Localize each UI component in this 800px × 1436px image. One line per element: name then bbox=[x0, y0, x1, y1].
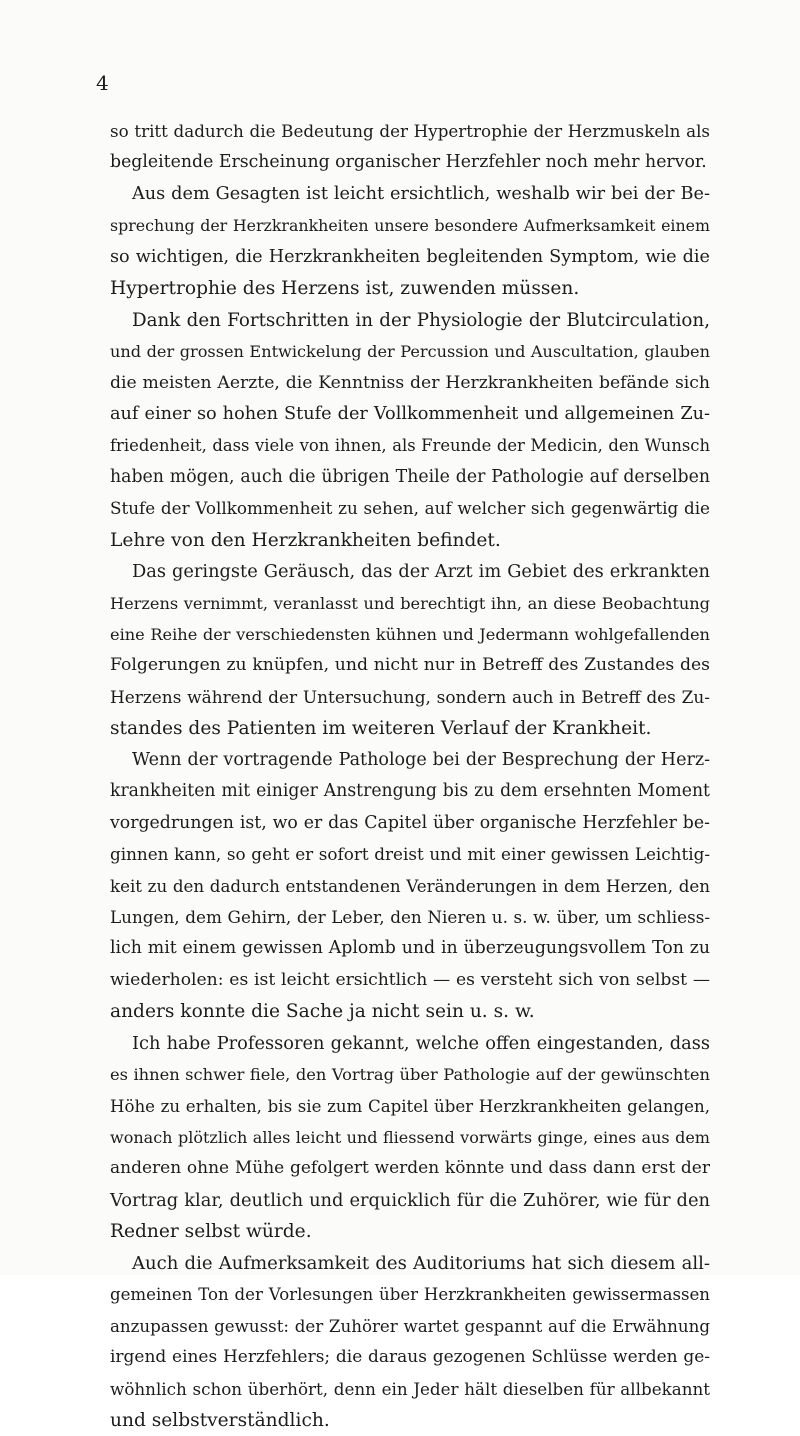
text-line: eine Reihe der verschiedensten kühnen und Jedermann wohlgefallenden bbox=[110, 625, 710, 644]
text-line: Herzens vernimmt, veranlasst und berechtigt ihn, an diese Beobachtung bbox=[110, 593, 710, 613]
text-line: anders konnte die Sache ja nicht sein u. s. w. bbox=[110, 1001, 535, 1023]
text-line: begleitende Erscheinung organischer Herzfehler noch mehr hervor. bbox=[110, 152, 707, 173]
text-line: Ich habe Professoren gekannt, welche offen eingestanden, dass bbox=[132, 1032, 710, 1054]
text-line: Hypertrophie des Herzens ist, zuwenden müssen. bbox=[110, 278, 580, 300]
text-line: Das geringste Geräusch, das der Arzt im Gebiet des erkrankten bbox=[132, 561, 710, 583]
text-line: es ihnen schwer fiele, den Vortrag über Pathologie auf der gewünschten bbox=[110, 1065, 710, 1085]
text-line: Vortrag klar, deutlich und erquicklich für die Zuhörer, wie für den bbox=[110, 1189, 710, 1211]
body-text bbox=[110, 116, 710, 1436]
text-line: irgend eines Herzfehlers; die daraus gezogenen Schlüsse werden ge- bbox=[110, 1347, 710, 1368]
text-line: Herzens während der Untersuchung, sondern auch in Betreff des Zu- bbox=[110, 686, 710, 707]
text-line: Dank den Fortschritten in der Physiologie der Blutcirculation, bbox=[132, 309, 710, 331]
page-number: 4 bbox=[96, 71, 109, 95]
text-line: ginnen kann, so geht er sofort dreist und mit einer gewissen Leichtig- bbox=[110, 844, 710, 865]
text-line: Auch die Aufmerksamkeit des Auditoriums hat sich diesem all- bbox=[132, 1252, 710, 1274]
text-line: keit zu den dadurch entstandenen Veränderungen in dem Herzen, den bbox=[110, 876, 710, 896]
text-line: und der grossen Entwickelung der Percussion und Auscultation, glauben bbox=[110, 342, 710, 362]
text-line: krankheiten mit einiger Anstrengung bis zu dem ersehnten Moment bbox=[110, 781, 710, 802]
text-line: friedenheit, dass viele von ihnen, als Freunde der Medicin, den Wunsch bbox=[110, 436, 710, 456]
text-line: wiederholen: es ist leicht ersichtlich — es versteht sich von selbst — bbox=[110, 969, 710, 990]
text-line: Lehre von den Herzkrankheiten befindet. bbox=[110, 529, 501, 551]
text-line: Wenn der vortragende Pathologe bei der Besprechung der Herz- bbox=[132, 749, 710, 770]
text-line: Aus dem Gesagten ist leicht ersichtlich, weshalb wir bei der Be- bbox=[132, 183, 710, 204]
text-line: wonach plötzlich alles leicht und fliessend vorwärts ginge, eines aus dem bbox=[110, 1128, 710, 1147]
text-line: und selbstverständlich. bbox=[110, 1409, 330, 1431]
text-line: gemeinen Ton der Vorlesungen über Herzkrankheiten gewissermassen bbox=[110, 1285, 710, 1305]
text-line: vorgedrungen ist, wo er das Capitel über organische Herzfehler be- bbox=[110, 812, 710, 833]
text-line: die meisten Aerzte, die Kenntniss der Herzkrankheiten befände sich bbox=[110, 372, 710, 393]
text-line: anzupassen gewusst: der Zuhörer wartet gespannt auf die Erwähnung bbox=[110, 1316, 710, 1336]
text-line: standes des Patienten im weiteren Verlauf der Krankheit. bbox=[110, 718, 652, 740]
text-line: haben mögen, auch die übrigen Theile der Pathologie auf derselben bbox=[110, 466, 710, 487]
text-line: anderen ohne Mühe gefolgert werden könnte und dass dann erst der bbox=[110, 1158, 710, 1179]
text-line: Höhe zu erhalten, bis sie zum Capitel über Herzkrankheiten gelangen, bbox=[110, 1096, 710, 1116]
text-line: Lungen, dem Gehirn, der Leber, den Nieren u. s. w. über, um schliess- bbox=[110, 906, 710, 927]
text-line: Stufe der Vollkommenheit zu sehen, auf welcher sich gegenwärtig die bbox=[110, 498, 710, 519]
text-line: wöhnlich schon überhört, denn ein Jeder hält dieselben für allbekannt bbox=[110, 1378, 710, 1399]
text-line: lich mit einem gewissen Aplomb und in überzeugungsvollem Ton zu bbox=[110, 938, 710, 959]
text-line: auf einer so hohen Stufe der Vollkommenheit und allgemeinen Zu- bbox=[110, 403, 710, 424]
text-line: Redner selbst würde. bbox=[110, 1221, 312, 1243]
text-line: Folgerungen zu knüpfen, und nicht nur in Betreff des Zustandes des bbox=[110, 655, 710, 676]
text-line: so tritt dadurch die Bedeutung der Hypertrophie der Herzmuskeln als bbox=[110, 121, 710, 141]
text-line: so wichtigen, die Herzkrankheiten begleitenden Symptom, wie die bbox=[110, 246, 710, 267]
text-line: sprechung der Herzkrankheiten unsere besondere Aufmerksamkeit einem bbox=[110, 216, 710, 236]
